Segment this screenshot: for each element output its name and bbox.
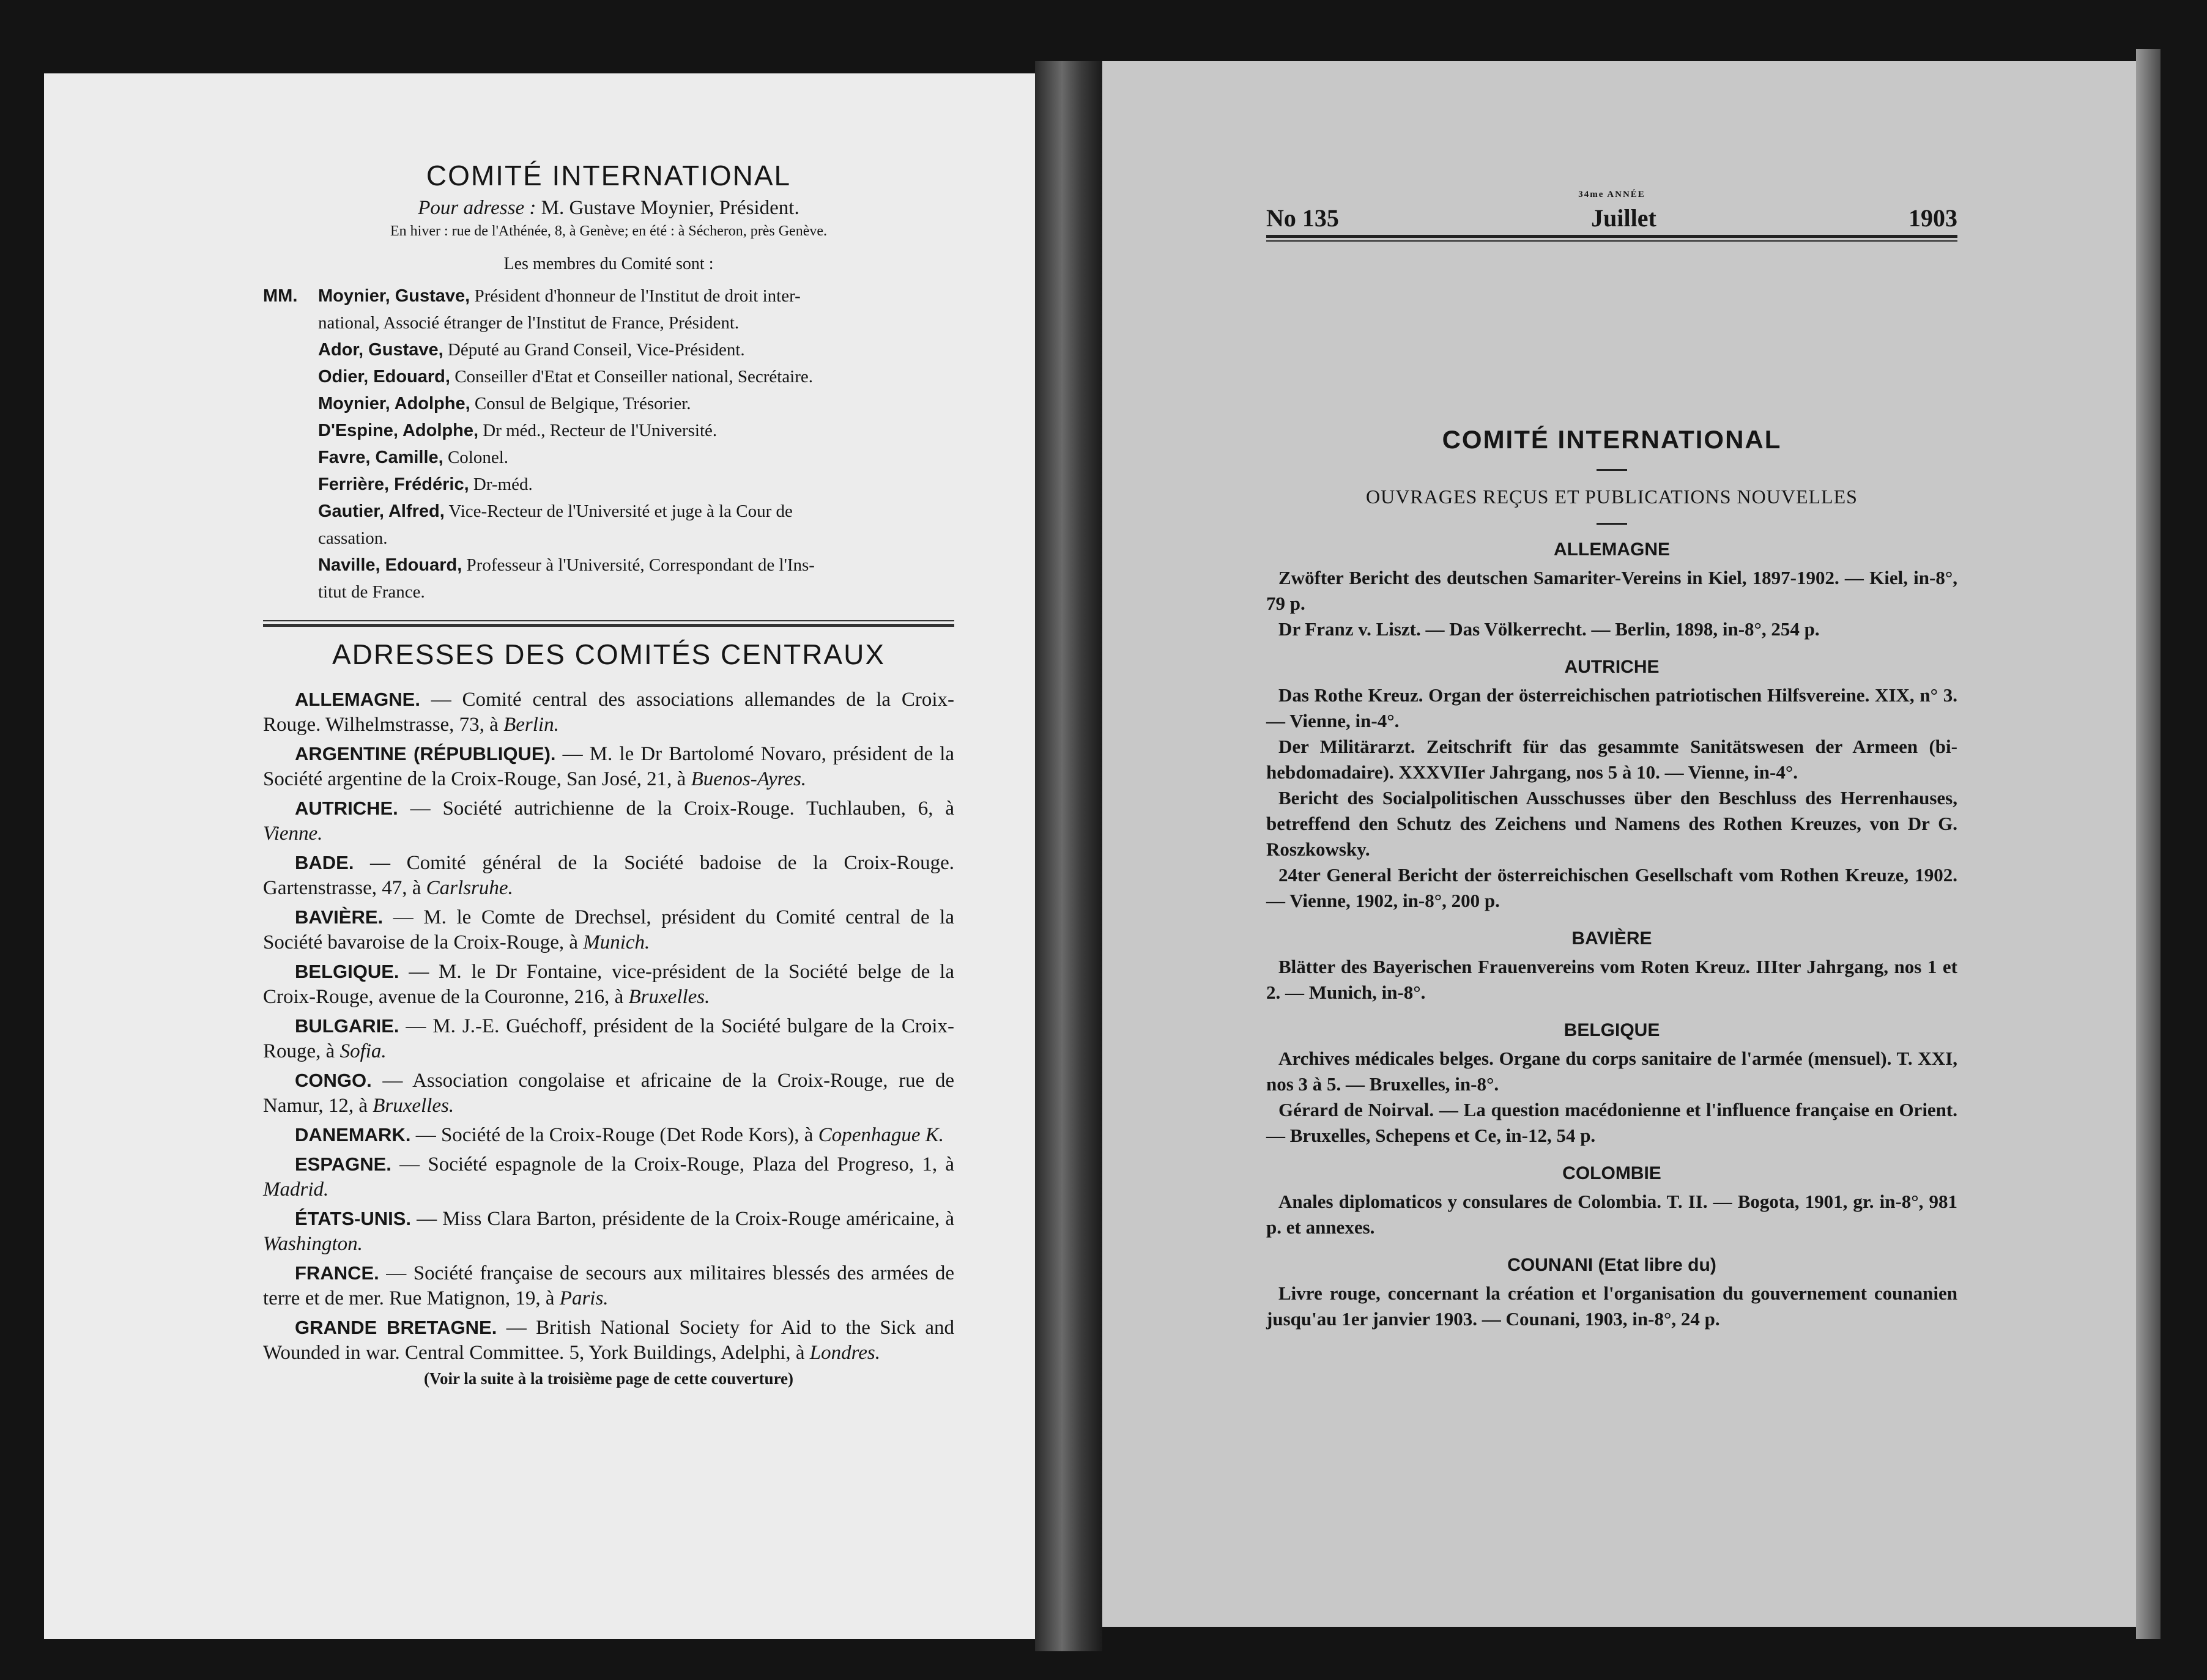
entry-etats-unis: ÉTATS-UNIS. — Miss Clara Barton, présidente de la Croix-Rouge américaine, à Washington. <box>263 1208 954 1255</box>
entry-danemark: DANEMARK. — Société de la Croix-Rouge (Det Rode Kors), à Copenhague K. <box>295 1124 944 1146</box>
year-label: 34me ANNÉE <box>1578 190 1645 199</box>
publication-item: Der Militärarzt. Zeitschrift für das gesammte Sanitätswesen der Armeen (bi-hebdomadaire). XXXVIIer Jahrgang, nos 5 à 10. — Vienne, in-4°. <box>1266 736 1957 783</box>
member-row: Moynier, Gustave, Président d'honneur de l'Institut de droit inter- <box>318 286 801 306</box>
issue-month: Juillet <box>1591 204 1656 232</box>
double-rule <box>263 620 954 627</box>
address-prefix: Pour adresse : <box>418 197 536 219</box>
section-allemagne: ALLEMAGNE <box>1554 539 1670 560</box>
entry-congo: CONGO. — Association congolaise et africaine de la Croix-Rouge, rue de Namur, 12, à Bruxelles. <box>263 1070 955 1117</box>
issue-header <box>1266 200 1957 235</box>
left-title-2: ADRESSES DES COMITÉS CENTRAUX <box>332 638 886 670</box>
publication-item: Zwöfter Bericht des deutschen Samariter-Vereins in Kiel, 1897-1902. — Kiel, in-8°, 79 p. <box>1266 567 1957 614</box>
address-line <box>263 197 954 220</box>
address-seasons: En hiver : rue de l'Athénée, 8, à Genève; en été : à Sécheron, près Genève. <box>390 223 827 239</box>
publication-item: Blätter des Bayerischen Frauenvereins vom Roten Kreuz. IIIter Jahrgang, nos 1 et 2. — Munich, in-8°. <box>1266 956 1957 1003</box>
publication-item: Dr Franz v. Liszt. — Das Völkerrecht. — Berlin, 1898, in-8°, 254 p. <box>1278 618 1820 640</box>
publication-item: Anales diplomaticos y consulares de Colombia. T. II. — Bogota, 1901, gr. in-8°, 981 p. et annexes. <box>1266 1191 1957 1238</box>
divider <box>1597 523 1627 525</box>
member-row: D'Espine, Adolphe, Dr méd., Recteur de l'Université. <box>318 421 718 440</box>
member-row: cassation. <box>318 528 388 548</box>
address-rest: M. Gustave Moynier, Président. <box>541 197 799 219</box>
publication-item: Livre rouge, concernant la création et l'organisation du gouvernement counanien jusqu'au 1er janvier 1903. — Counani, 1903, in-8°, 24 p. <box>1266 1282 1957 1330</box>
header-rule <box>1266 235 1957 242</box>
section-baviere: BAVIÈRE <box>1571 928 1652 949</box>
section-belgique: BELGIQUE <box>1563 1020 1660 1040</box>
member-row: Naville, Edouard, Professeur à l'Université, Correspondant de l'Ins- <box>318 555 815 575</box>
publication-item: 24ter General Bericht der österreichischen Gesellschaft vom Rothen Kreuze, 1902. — Vienne, 1902, in-8°, 200 p. <box>1266 864 1957 911</box>
entry-argentine: ARGENTINE (RÉPUBLIQUE). — M. le Dr Bartolomé Novaro, président de la Société argentine de la Croix-Rouge, San José, 21, à Buenos-Ayres. <box>263 743 955 790</box>
entry-belgique: BELGIQUE. — M. le Dr Fontaine, vice-président de la Société belge de la Croix-Rouge, avenue de la Couronne, 216, à Bruxelles. <box>263 961 954 1008</box>
member-row: national, Associé étranger de l'Institut de France, Président. <box>318 313 740 333</box>
right-subtitle: OUVRAGES REÇUS ET PUBLICATIONS NOUVELLES <box>1366 486 1858 508</box>
entry-bade: BADE. — Comité général de la Société badoise de la Croix-Rouge. Gartenstrasse, 47, à Carlsruhe. <box>263 852 955 899</box>
divider <box>1597 469 1627 471</box>
member-row: Favre, Camille, Colonel. <box>318 448 509 467</box>
entry-baviere: BAVIÈRE. — M. le Comte de Drechsel, président du Comité central de la Société bavaroise de la Croix-Rouge, à Munich. <box>263 906 954 953</box>
right-page-content <box>1266 190 1957 1332</box>
page-edges <box>2136 49 2161 1639</box>
entry-autriche: AUTRICHE. — Société autrichienne de la Croix-Rouge. Tuchlauben, 6, à Vienne. <box>263 797 954 845</box>
members-heading: Les membres du Comité sont : <box>503 254 714 273</box>
member-row: Ferrière, Frédéric, Dr-méd. <box>318 475 533 494</box>
entry-allemagne: ALLEMAGNE. — Comité central des associations allemandes de la Croix-Rouge. Wilhelmstrasse, 73, à Berlin. <box>263 689 955 736</box>
member-row: Moynier, Adolphe, Consul de Belgique, Trésorier. <box>318 394 691 413</box>
member-row: Ador, Gustave, Député au Grand Conseil, Vice-Président. <box>318 340 745 360</box>
member-row: Odier, Edouard, Conseiller d'Etat et Conseiller national, Secrétaire. <box>318 367 814 387</box>
members-list <box>263 283 954 605</box>
mm-label: MM. <box>263 286 298 306</box>
entry-bulgarie: BULGARIE. — M. J.-E. Guéchoff, président de la Société bulgare de la Croix-Rouge, à Sofia. <box>263 1015 955 1062</box>
left-title: COMITÉ INTERNATIONAL <box>426 160 792 191</box>
section-counani: COUNANI (Etat libre du) <box>1507 1255 1716 1275</box>
publication-item: Bericht des Socialpolitischen Ausschusses über den Beschluss des Herrenhauses, betreffend den Schutz des Zeichens und Namens des Rothen Kreuzes, von Dr G. Roszkowsky. <box>1266 787 1957 860</box>
committee-entries <box>263 687 954 1366</box>
section-colombie: COLOMBIE <box>1562 1163 1661 1183</box>
member-row: Gautier, Alfred, Vice-Recteur de l'Université et juge à la Cour de <box>318 501 793 521</box>
entry-france: FRANCE. — Société française de secours aux militaires blessés des armées de terre et de mer. Rue Matignon, 19, à Paris. <box>263 1262 954 1309</box>
book-spine <box>1035 61 1102 1651</box>
entry-grande-bretagne: GRANDE BRETAGNE. — British National Society for Aid to the Sick and Wounded in war. Central Committee. 5, York Buildings, Adelphi, à Londres. <box>263 1317 955 1364</box>
publication-item: Archives médicales belges. Organe du corps sanitaire de l'armée (mensuel). T. XXI, nos 3 à 5. — Bruxelles, in-8°. <box>1266 1048 1957 1095</box>
member-row: titut de France. <box>318 582 425 602</box>
left-page-content <box>263 159 954 1388</box>
entry-espagne: ESPAGNE. — Société espagnole de la Croix-Rouge, Plaza del Progreso, 1, à Madrid. <box>263 1153 954 1201</box>
continued-note: (Voir la suite à la troisième page de cette couverture) <box>423 1369 794 1388</box>
issue-year: 1903 <box>1908 204 1957 232</box>
issue-number: No 135 <box>1266 204 1339 232</box>
publication-item: Das Rothe Kreuz. Organ der österreichischen patriotischen Hilfsvereine. XIX, n° 3. — Vienne, in-4°. <box>1266 684 1957 731</box>
section-autriche: AUTRICHE <box>1564 657 1660 677</box>
publication-item: Gérard de Noirval. — La question macédonienne et l'influence française en Orient. — Bruxelles, Schepens et Ce, in-12, 54 p. <box>1266 1099 1957 1146</box>
right-title: COMITÉ INTERNATIONAL <box>1442 425 1782 454</box>
